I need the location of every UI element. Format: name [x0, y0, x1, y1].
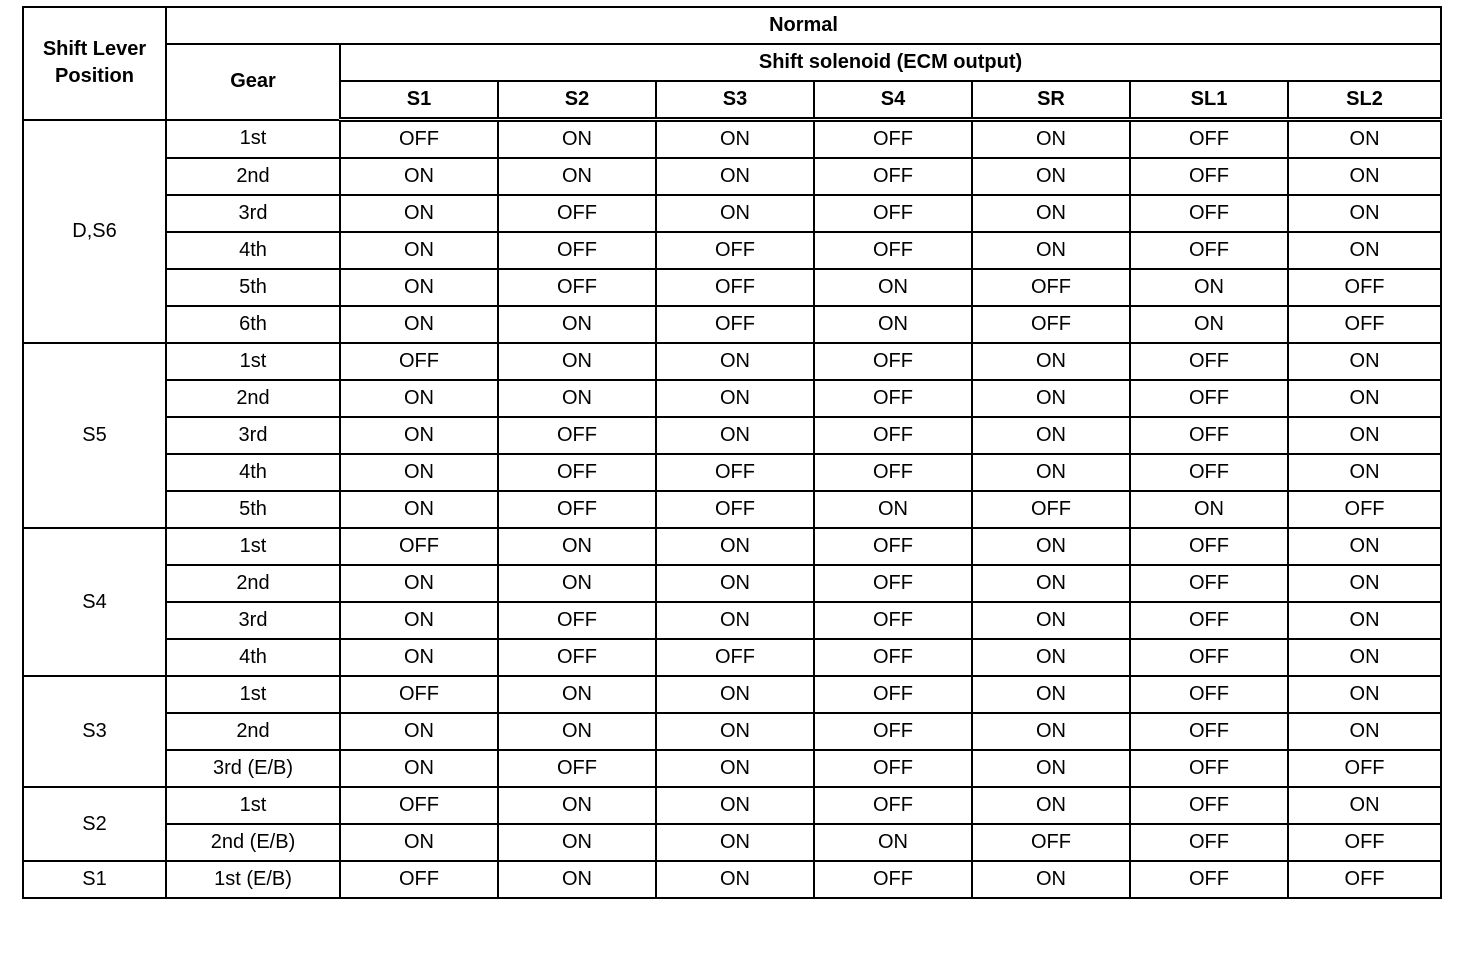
solenoid-state-cell: OFF [1130, 639, 1288, 676]
shift-lever-position-cell: D,S6 [23, 120, 166, 344]
solenoid-state-cell: OFF [1130, 602, 1288, 639]
table-row [23, 861, 1441, 898]
solenoid-state-cell: ON [972, 676, 1130, 713]
solenoid-state-cell: OFF [498, 750, 656, 787]
gear-cell: 1st [166, 528, 340, 565]
solenoid-state-cell: ON [1288, 158, 1441, 195]
solenoid-state-cell: OFF [1288, 861, 1441, 898]
solenoid-state-cell: ON [340, 158, 498, 195]
solenoid-state-cell: ON [656, 824, 814, 861]
gear-cell: 2nd [166, 380, 340, 417]
solenoid-state-cell: ON [972, 232, 1130, 269]
gear-cell: 2nd [166, 713, 340, 750]
gear-cell: 3rd [166, 195, 340, 232]
solenoid-state-cell: ON [1288, 565, 1441, 602]
solenoid-state-cell: OFF [1130, 713, 1288, 750]
solenoid-state-cell: ON [498, 861, 656, 898]
solenoid-state-cell: ON [972, 639, 1130, 676]
solenoid-state-cell: ON [340, 417, 498, 454]
solenoid-header-sl2: SL2 [1288, 81, 1441, 120]
solenoid-state-cell: ON [498, 528, 656, 565]
solenoid-state-cell: ON [498, 713, 656, 750]
solenoid-state-cell: ON [656, 676, 814, 713]
solenoid-state-cell: OFF [1130, 120, 1288, 159]
solenoid-state-cell: OFF [1130, 380, 1288, 417]
solenoid-state-cell: ON [656, 417, 814, 454]
solenoid-header-s3: S3 [656, 81, 814, 120]
solenoid-state-cell: ON [340, 195, 498, 232]
solenoid-state-cell: ON [656, 602, 814, 639]
solenoid-state-cell: OFF [814, 417, 972, 454]
gear-cell: 6th [166, 306, 340, 343]
solenoid-state-cell: ON [656, 750, 814, 787]
solenoid-state-cell: ON [656, 565, 814, 602]
solenoid-state-cell: OFF [1130, 750, 1288, 787]
gear-cell: 3rd [166, 417, 340, 454]
solenoid-state-cell: ON [340, 491, 498, 528]
solenoid-state-cell: ON [972, 195, 1130, 232]
solenoid-state-cell: OFF [814, 713, 972, 750]
solenoid-state-cell: OFF [340, 676, 498, 713]
solenoid-state-cell: ON [814, 824, 972, 861]
solenoid-state-cell: ON [498, 824, 656, 861]
table-row [23, 565, 1441, 602]
solenoid-state-cell: ON [656, 528, 814, 565]
solenoid-state-cell: ON [1288, 639, 1441, 676]
solenoid-state-cell: OFF [1130, 824, 1288, 861]
solenoid-state-cell: ON [498, 306, 656, 343]
table-row [23, 232, 1441, 269]
solenoid-state-cell: OFF [498, 232, 656, 269]
gear-cell: 4th [166, 232, 340, 269]
solenoid-state-cell: OFF [1130, 528, 1288, 565]
table-row [23, 380, 1441, 417]
table-row [23, 454, 1441, 491]
gear-cell: 4th [166, 639, 340, 676]
solenoid-state-cell: OFF [656, 269, 814, 306]
solenoid-state-cell: OFF [814, 676, 972, 713]
table-row [23, 417, 1441, 454]
solenoid-header-s2: S2 [498, 81, 656, 120]
solenoid-state-cell: OFF [340, 787, 498, 824]
solenoid-state-cell: ON [498, 158, 656, 195]
solenoid-state-cell: ON [1288, 195, 1441, 232]
table-row [23, 713, 1441, 750]
solenoid-state-cell: ON [972, 750, 1130, 787]
solenoid-state-cell: ON [1288, 380, 1441, 417]
solenoid-state-cell: ON [498, 676, 656, 713]
solenoid-state-cell: OFF [1288, 824, 1441, 861]
solenoid-state-cell: OFF [814, 750, 972, 787]
shift-lever-position-cell: S2 [23, 787, 166, 861]
solenoid-state-cell: OFF [340, 343, 498, 380]
solenoid-state-cell: OFF [1130, 787, 1288, 824]
solenoid-state-cell: ON [498, 343, 656, 380]
solenoid-header-s1: S1 [340, 81, 498, 120]
solenoid-state-cell: ON [1288, 787, 1441, 824]
gear-cell: 1st [166, 120, 340, 159]
gear-cell: 4th [166, 454, 340, 491]
solenoid-state-cell: ON [340, 232, 498, 269]
solenoid-state-cell: ON [498, 380, 656, 417]
table-row [23, 120, 1441, 159]
table-row [23, 528, 1441, 565]
solenoid-state-cell: OFF [814, 602, 972, 639]
solenoid-state-cell: ON [1288, 676, 1441, 713]
solenoid-state-cell: OFF [1130, 343, 1288, 380]
solenoid-state-cell: ON [1288, 417, 1441, 454]
solenoid-state-cell: OFF [1130, 676, 1288, 713]
solenoid-state-cell: ON [498, 787, 656, 824]
gear-cell: 5th [166, 269, 340, 306]
solenoid-state-cell: OFF [1288, 491, 1441, 528]
table-row [23, 824, 1441, 861]
solenoid-state-cell: ON [972, 602, 1130, 639]
gear-cell: 3rd (E/B) [166, 750, 340, 787]
solenoid-state-cell: OFF [340, 528, 498, 565]
solenoid-state-cell: ON [340, 639, 498, 676]
solenoid-state-cell: ON [340, 565, 498, 602]
gear-cell: 2nd [166, 158, 340, 195]
solenoid-state-cell: OFF [498, 491, 656, 528]
solenoid-state-cell: OFF [972, 824, 1130, 861]
table-row [23, 158, 1441, 195]
solenoid-state-cell: OFF [972, 269, 1130, 306]
solenoid-state-cell: OFF [814, 639, 972, 676]
solenoid-state-cell: ON [1288, 528, 1441, 565]
solenoid-state-cell: ON [340, 824, 498, 861]
solenoid-state-cell: ON [340, 750, 498, 787]
solenoid-state-cell: ON [1288, 602, 1441, 639]
gear-cell: 1st [166, 343, 340, 380]
solenoid-state-cell: ON [656, 713, 814, 750]
gear-cell: 2nd (E/B) [166, 824, 340, 861]
solenoid-state-cell: OFF [1288, 750, 1441, 787]
table-row [23, 343, 1441, 380]
shift-lever-position-header: Shift Lever Position [23, 7, 166, 120]
solenoid-state-cell: OFF [814, 787, 972, 824]
table-row [23, 639, 1441, 676]
table-body [23, 120, 1441, 899]
solenoid-state-cell: ON [1288, 713, 1441, 750]
gear-cell: 5th [166, 491, 340, 528]
solenoid-state-cell: OFF [814, 454, 972, 491]
shift-lever-position-cell: S5 [23, 343, 166, 528]
solenoid-state-cell: ON [340, 269, 498, 306]
gear-cell: 1st [166, 676, 340, 713]
solenoid-state-cell: ON [972, 713, 1130, 750]
solenoid-state-cell: OFF [814, 528, 972, 565]
solenoid-state-cell: OFF [1130, 195, 1288, 232]
solenoid-header-s4: S4 [814, 81, 972, 120]
solenoid-state-cell: ON [656, 380, 814, 417]
solenoid-state-cell: ON [498, 565, 656, 602]
solenoid-state-cell: ON [1288, 454, 1441, 491]
solenoid-state-cell: ON [814, 269, 972, 306]
solenoid-state-cell: ON [1130, 269, 1288, 306]
table-row [23, 787, 1441, 824]
solenoid-header-sr: SR [972, 81, 1130, 120]
solenoid-state-cell: ON [656, 787, 814, 824]
gear-header: Gear [166, 44, 340, 120]
solenoid-state-cell: ON [972, 417, 1130, 454]
solenoid-state-cell: ON [972, 787, 1130, 824]
solenoid-state-cell: ON [656, 120, 814, 159]
solenoid-state-cell: OFF [498, 269, 656, 306]
solenoid-state-cell: OFF [814, 565, 972, 602]
table-row [23, 491, 1441, 528]
solenoid-state-cell: ON [656, 343, 814, 380]
solenoid-state-cell: ON [972, 861, 1130, 898]
solenoid-state-cell: ON [340, 380, 498, 417]
solenoid-state-cell: ON [656, 158, 814, 195]
solenoid-state-cell: OFF [1130, 417, 1288, 454]
solenoid-state-cell: OFF [340, 861, 498, 898]
shift-solenoid-header: Shift solenoid (ECM output) [340, 44, 1441, 81]
solenoid-state-cell: OFF [972, 491, 1130, 528]
solenoid-state-cell: OFF [814, 195, 972, 232]
solenoid-state-cell: ON [972, 343, 1130, 380]
solenoid-state-cell: OFF [814, 380, 972, 417]
solenoid-state-cell: OFF [656, 491, 814, 528]
solenoid-state-cell: OFF [1288, 269, 1441, 306]
solenoid-state-cell: OFF [1130, 454, 1288, 491]
solenoid-state-cell: OFF [656, 454, 814, 491]
solenoid-state-cell: OFF [1130, 158, 1288, 195]
solenoid-state-cell: ON [498, 120, 656, 159]
solenoid-state-cell: ON [814, 491, 972, 528]
solenoid-state-cell: OFF [656, 232, 814, 269]
solenoid-state-cell: ON [972, 454, 1130, 491]
solenoid-state-cell: OFF [1130, 565, 1288, 602]
gear-cell: 3rd [166, 602, 340, 639]
solenoid-state-cell: ON [1130, 306, 1288, 343]
table-row [23, 195, 1441, 232]
solenoid-state-cell: OFF [1130, 861, 1288, 898]
solenoid-state-cell: ON [1288, 232, 1441, 269]
solenoid-state-cell: OFF [498, 454, 656, 491]
table-row [23, 602, 1441, 639]
solenoid-state-cell: OFF [498, 602, 656, 639]
shift-lever-position-cell: S3 [23, 676, 166, 787]
gear-cell: 1st [166, 787, 340, 824]
solenoid-state-cell: OFF [814, 343, 972, 380]
solenoid-state-cell: OFF [1130, 232, 1288, 269]
solenoid-state-cell: OFF [814, 158, 972, 195]
solenoid-state-cell: ON [814, 306, 972, 343]
gear-cell: 2nd [166, 565, 340, 602]
normal-header: Normal [166, 7, 1441, 44]
solenoid-state-cell: ON [340, 602, 498, 639]
solenoid-state-cell: ON [972, 565, 1130, 602]
solenoid-state-cell: ON [1288, 120, 1441, 159]
solenoid-state-cell: OFF [814, 232, 972, 269]
solenoid-state-cell: ON [1130, 491, 1288, 528]
table-row [23, 269, 1441, 306]
solenoid-state-cell: ON [972, 380, 1130, 417]
shift-lever-position-cell: S1 [23, 861, 166, 898]
solenoid-state-cell: OFF [814, 120, 972, 159]
table-row [23, 676, 1441, 713]
solenoid-state-cell: OFF [498, 639, 656, 676]
solenoid-state-cell: OFF [1288, 306, 1441, 343]
solenoid-state-cell: ON [656, 861, 814, 898]
solenoid-state-cell: OFF [340, 120, 498, 159]
solenoid-header-sl1: SL1 [1130, 81, 1288, 120]
solenoid-state-cell: ON [972, 120, 1130, 159]
solenoid-state-cell: OFF [498, 195, 656, 232]
solenoid-state-cell: ON [340, 454, 498, 491]
shift-lever-position-cell: S4 [23, 528, 166, 676]
solenoid-state-cell: OFF [814, 861, 972, 898]
solenoid-state-cell: ON [1288, 343, 1441, 380]
solenoid-state-cell: ON [340, 713, 498, 750]
solenoid-state-cell: ON [972, 158, 1130, 195]
solenoid-state-cell: ON [972, 528, 1130, 565]
solenoid-state-cell: ON [656, 195, 814, 232]
solenoid-table [22, 6, 1442, 899]
table-row [23, 750, 1441, 787]
solenoid-state-cell: OFF [498, 417, 656, 454]
table-row [23, 306, 1441, 343]
solenoid-state-cell: OFF [972, 306, 1130, 343]
solenoid-state-cell: ON [340, 306, 498, 343]
solenoid-state-cell: OFF [656, 639, 814, 676]
gear-cell: 1st (E/B) [166, 861, 340, 898]
solenoid-state-cell: OFF [656, 306, 814, 343]
